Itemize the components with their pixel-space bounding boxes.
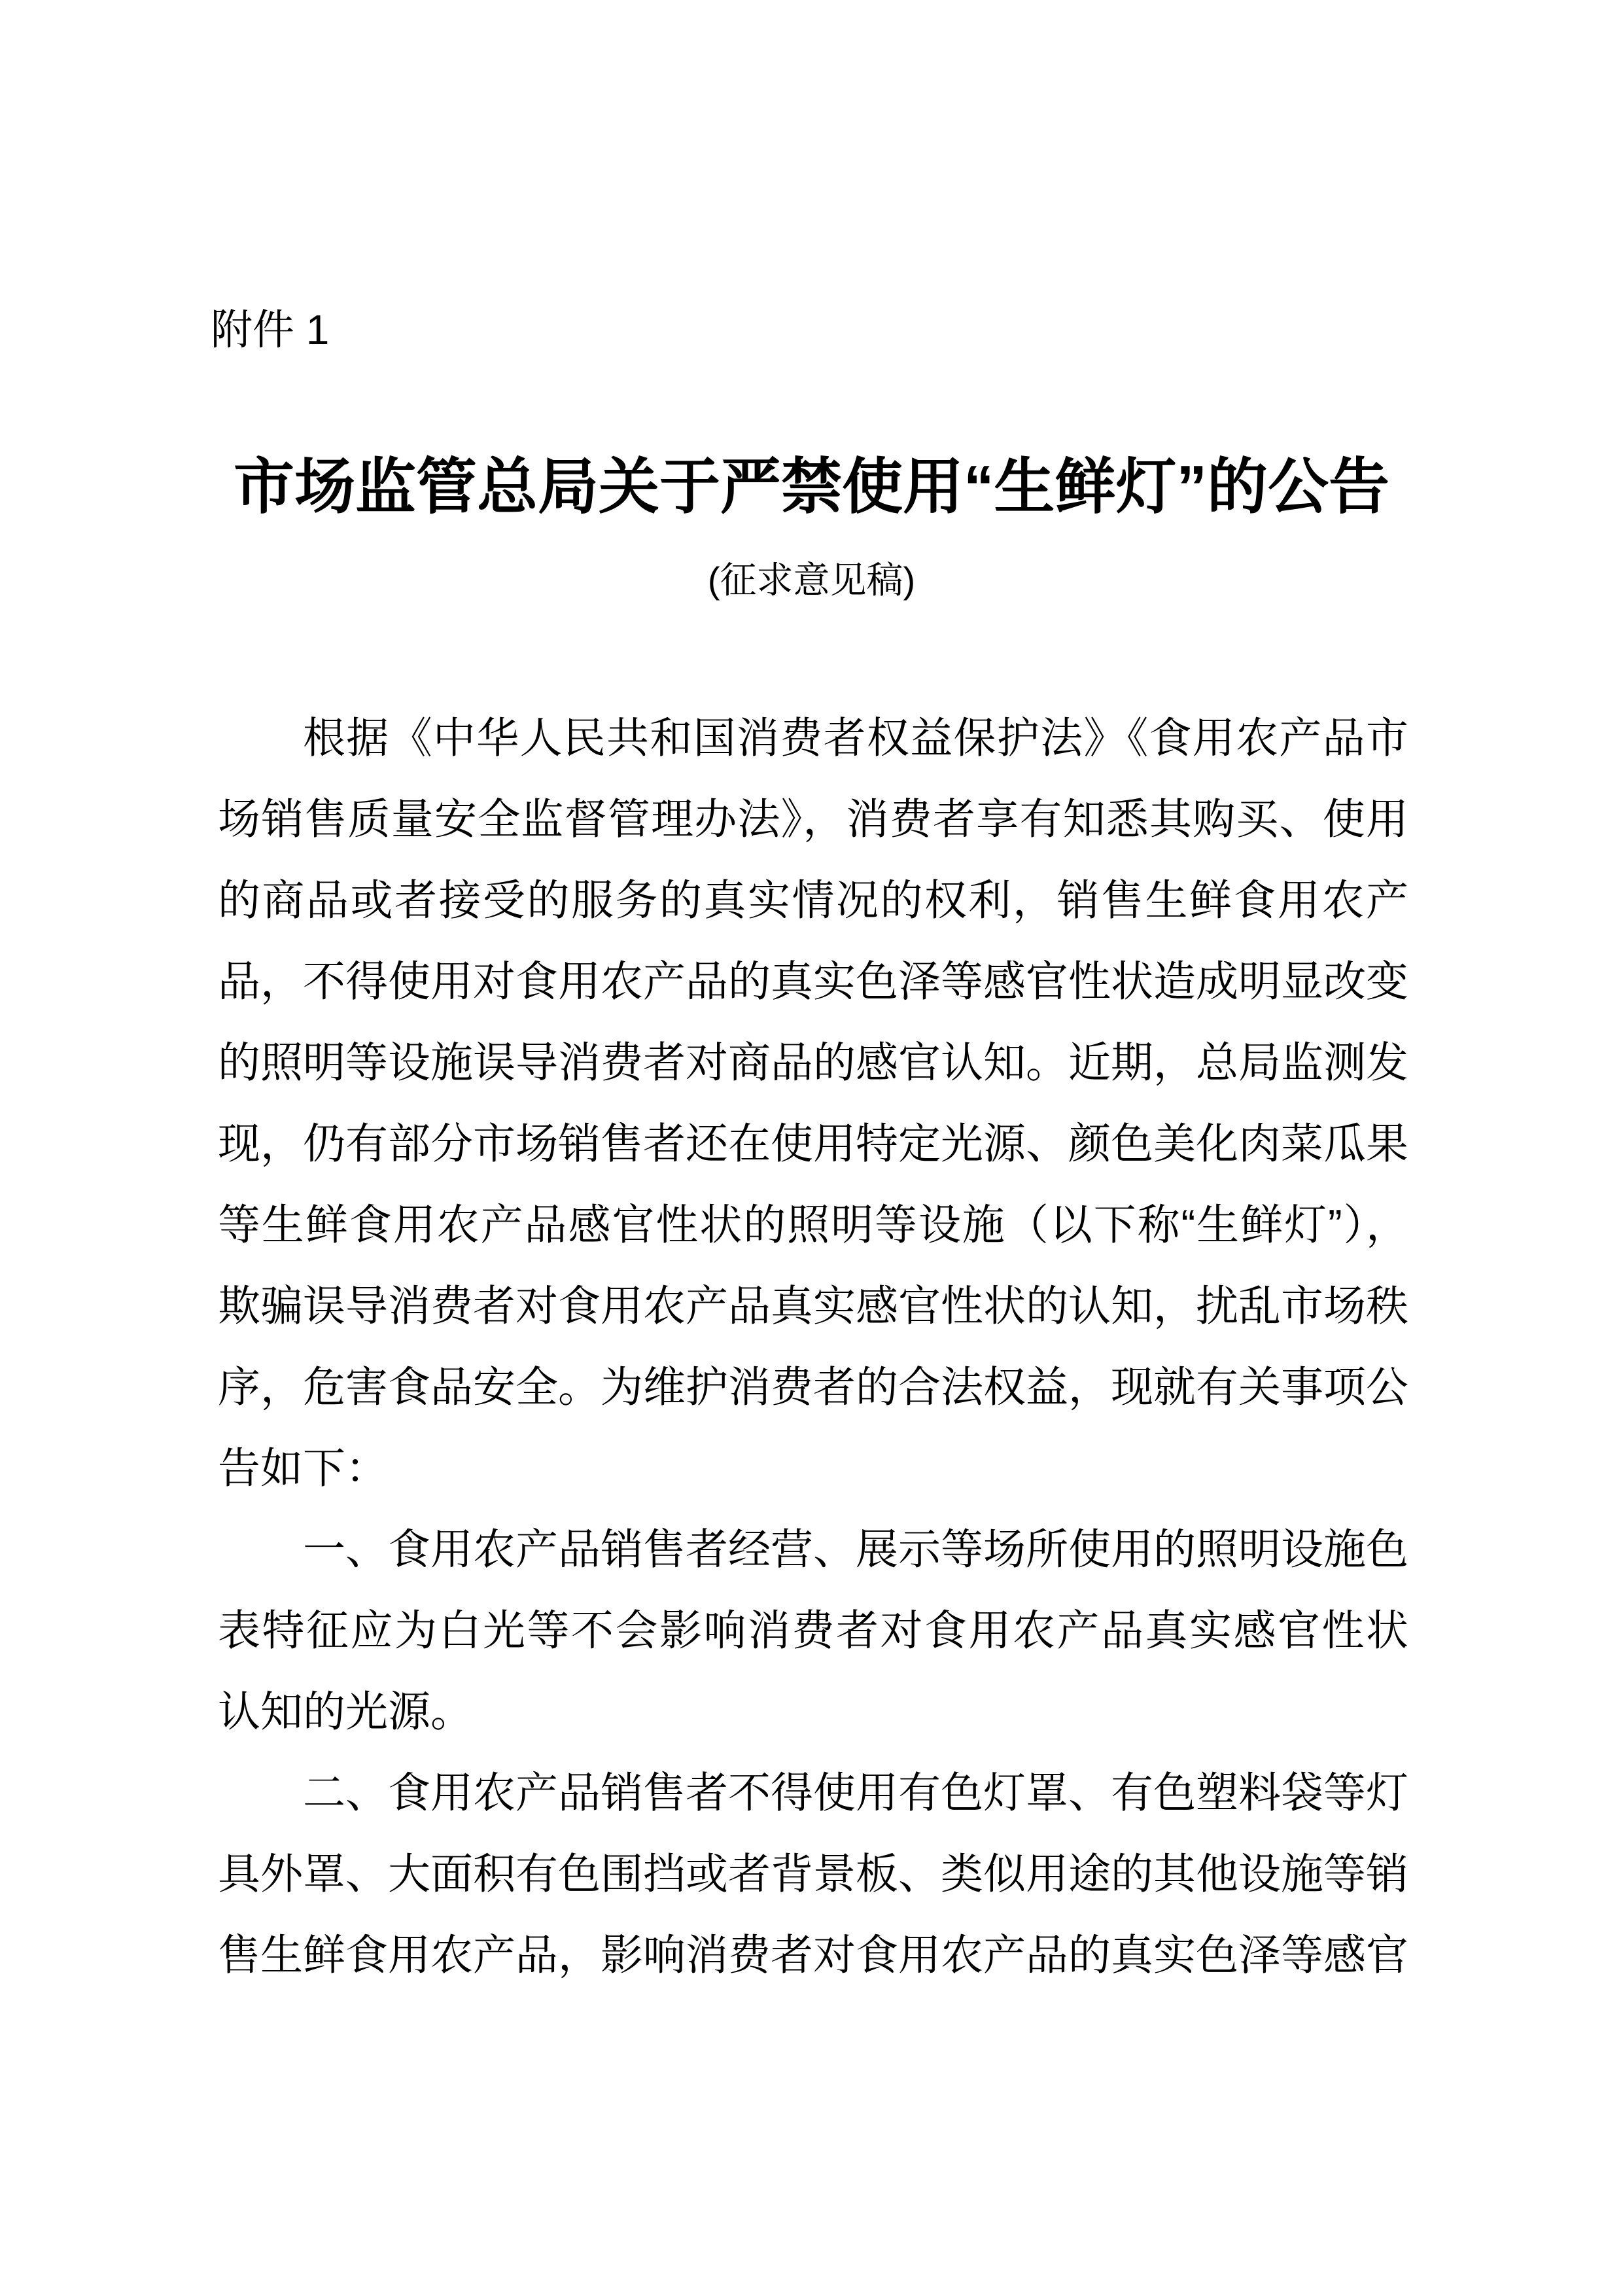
body-line: 表特征应为白光等不会影响消费者对食用农产品真实感官性状 <box>218 1606 1408 1654</box>
body-line: 售生鲜食用农产品，影响消费者对食用农产品的真实色泽等感官 <box>218 1931 1409 1979</box>
document-body <box>218 698 1408 1996</box>
document-subtitle: (征求意见稿) <box>707 559 916 601</box>
body-line: 欺骗误导消费者对食用农产品真实感官性状的认知，扰乱市场秩 <box>218 1282 1409 1330</box>
body-line: 具外罩、大面积有色围挡或者背景板、类似用途的其他设施等销 <box>218 1850 1409 1898</box>
document-title: 市场监管总局关于严禁使用“生鲜灯”的公告 <box>234 453 1389 521</box>
body-line: 序，危害食品安全。为维护消费者的合法权益，现就有关事项公 <box>218 1363 1409 1411</box>
body-line: 告如下： <box>218 1444 389 1492</box>
body-line: 等生鲜食用农产品感官性状的照明等设施（以下称“生鲜灯”）， <box>218 1201 1408 1248</box>
body-line: 认知的光源。 <box>218 1687 474 1735</box>
body-line: 一、食用农产品销售者经营、展示等场所使用的照明设施色 <box>303 1525 1409 1573</box>
body-line: 品，不得使用对食用农产品的真实色泽等感官性状造成明显改变 <box>218 957 1409 1005</box>
body-line: 根据《中华人民共和国消费者权益保护法》《食用农产品市 <box>303 714 1408 762</box>
body-line: 的商品或者接受的服务的真实情况的权利，销售生鲜食用农产 <box>218 876 1408 924</box>
body-line: 场销售质量安全监督管理办法》，消费者享有知悉其购买、使用 <box>218 795 1408 843</box>
body-line: 的照明等设施误导消费者对商品的感官认知。近期，总局监测发 <box>218 1038 1409 1086</box>
body-line: 二、食用农产品销售者不得使用有色灯罩、有色塑料袋等灯 <box>303 1769 1409 1816</box>
body-line: 现，仍有部分市场销售者还在使用特定光源、颜色美化肉菜瓜果 <box>218 1120 1409 1167</box>
attachment-label: 附件 1 <box>211 306 330 353</box>
